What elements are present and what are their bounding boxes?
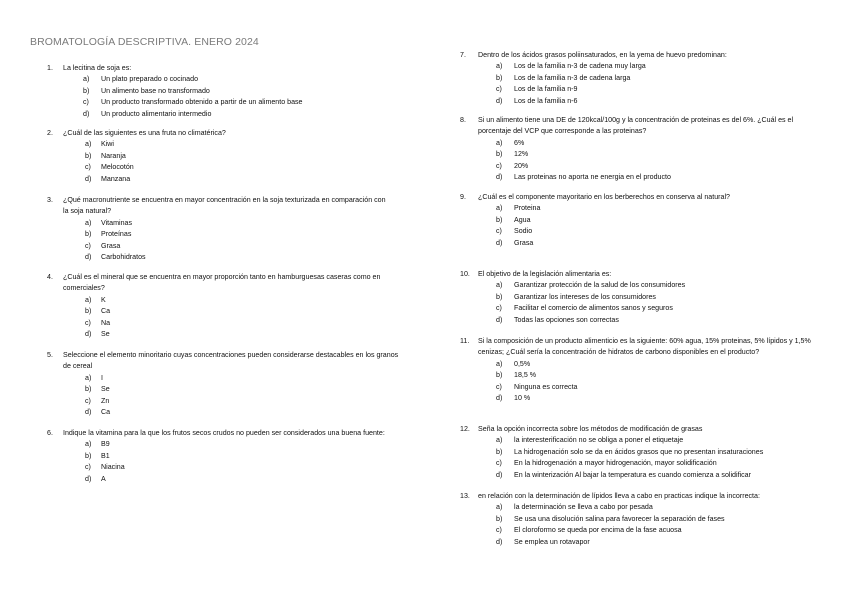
option-letter: a) bbox=[496, 359, 503, 368]
answer-option bbox=[85, 229, 387, 240]
option-letter: d) bbox=[496, 96, 503, 105]
question-text: Seleccione el elemento minoritario cuyas concentraciones pueden considerarse destacables en los granos de cereal bbox=[63, 351, 399, 371]
option-text: Los de la familia n-3 de cadena larga bbox=[514, 73, 631, 82]
option-letter: d) bbox=[85, 474, 92, 483]
option-text: Las proteinas no aporta ne energia en el producto bbox=[514, 173, 671, 182]
option-text: la determinación se lleva a cabo por pesada bbox=[514, 503, 653, 512]
answer-option bbox=[496, 393, 822, 404]
answer-option bbox=[85, 252, 387, 263]
answer-option bbox=[496, 226, 830, 237]
option-letter: d) bbox=[496, 470, 503, 479]
option-text: Un producto alimentario intermedio bbox=[101, 109, 212, 118]
option-text: Vitaminas bbox=[101, 218, 133, 227]
answer-option bbox=[496, 238, 830, 249]
option-letter: b) bbox=[83, 86, 90, 95]
option-letter: b) bbox=[85, 230, 92, 239]
option-letter: d) bbox=[85, 253, 92, 262]
option-text: 18,5 % bbox=[514, 371, 537, 380]
question-2 bbox=[47, 128, 397, 185]
option-letter: a) bbox=[496, 503, 503, 512]
option-text: Garantizar protección de la salud de los consumidores bbox=[514, 281, 686, 290]
question-text: Dentro de los ácidos grasos poliinsaturados, en la yema de huevo predominan: bbox=[478, 51, 727, 59]
option-text: Niacina bbox=[101, 463, 125, 472]
answer-option bbox=[85, 174, 397, 185]
answer-option bbox=[496, 149, 822, 160]
question-13 bbox=[460, 491, 835, 548]
answer-option bbox=[496, 96, 830, 107]
answer-option bbox=[496, 470, 835, 481]
option-text: K bbox=[101, 295, 106, 304]
option-letter: c) bbox=[496, 382, 502, 391]
answer-option bbox=[496, 303, 830, 314]
option-letter: a) bbox=[85, 295, 92, 304]
option-text: En la hidrogenación a mayor hidrogenación, mayor solidificación bbox=[514, 459, 717, 468]
question-text: El objetivo de la legislación alimentaria es: bbox=[478, 270, 612, 278]
answer-option bbox=[496, 458, 835, 469]
option-letter: b) bbox=[496, 371, 503, 380]
option-letter: c) bbox=[85, 241, 91, 250]
option-text: Na bbox=[101, 318, 111, 327]
option-letter: c) bbox=[85, 318, 91, 327]
answer-option bbox=[85, 318, 387, 329]
option-text: Melocotón bbox=[101, 163, 134, 172]
answer-option bbox=[496, 525, 835, 536]
answer-option bbox=[83, 74, 397, 85]
answer-option bbox=[496, 514, 835, 525]
option-text: Grasa bbox=[101, 241, 121, 250]
option-text: Proteina bbox=[514, 204, 541, 213]
option-text: la interesterificación no se obliga a poner el etiquetaje bbox=[514, 436, 684, 445]
answer-option bbox=[85, 384, 407, 395]
option-letter: c) bbox=[496, 161, 502, 170]
option-letter: b) bbox=[85, 151, 92, 160]
answer-option bbox=[83, 109, 397, 120]
question-number: 12. bbox=[460, 425, 470, 433]
option-text: Kiwi bbox=[101, 140, 115, 149]
option-letter: b) bbox=[496, 215, 503, 224]
option-text: 0,5% bbox=[514, 359, 531, 368]
question-text: Seña la opción incorrecta sobre los métodos de modificación de grasas bbox=[478, 425, 703, 433]
option-letter: c) bbox=[85, 463, 91, 472]
option-letter: c) bbox=[496, 459, 502, 468]
option-text: 20% bbox=[514, 161, 529, 170]
option-letter: c) bbox=[83, 98, 89, 107]
answer-option bbox=[85, 218, 387, 229]
answer-option bbox=[83, 97, 397, 108]
answer-option bbox=[85, 295, 387, 306]
question-text: Si un alimento tiene una DE de 120kcal/100g y la concentración de proteinas es del 6%. ¿Cuál es el porcentaje del VCP que corresponde a las proteinas? bbox=[478, 116, 794, 136]
option-letter: a) bbox=[496, 138, 503, 147]
option-text: El cloroformo se queda por encima de la fase acuosa bbox=[514, 526, 682, 535]
question-number: 2. bbox=[47, 129, 53, 137]
option-text: Ca bbox=[101, 307, 111, 316]
option-text: Agua bbox=[514, 215, 531, 224]
answer-option bbox=[83, 86, 397, 97]
question-text: ¿Cuál es el componente mayoritario en los berberechos en conserva al natural? bbox=[478, 193, 730, 201]
question-number: 9. bbox=[460, 193, 466, 201]
option-letter: c) bbox=[496, 85, 502, 94]
answer-option bbox=[85, 451, 387, 462]
question-text: Si la composición de un producto alimenticio es la siguiente: 60% agua, 15% proteinas, 5% lípidos y 1,5% cenizas; ¿Cuál sería la concentración de hidratos de carbono disponibles en el producto? bbox=[478, 337, 811, 357]
option-text: B9 bbox=[101, 440, 110, 449]
option-letter: b) bbox=[496, 292, 503, 301]
question-11 bbox=[460, 336, 822, 404]
option-letter: a) bbox=[83, 75, 90, 84]
answer-option bbox=[496, 203, 830, 214]
answer-option bbox=[496, 382, 822, 393]
question-number: 3. bbox=[47, 196, 53, 204]
option-letter: c) bbox=[85, 396, 91, 405]
answer-option bbox=[85, 139, 397, 150]
option-letter: b) bbox=[85, 307, 92, 316]
option-letter: b) bbox=[85, 451, 92, 460]
answer-option bbox=[496, 84, 830, 95]
question-5 bbox=[47, 350, 407, 418]
answer-option bbox=[496, 537, 835, 548]
answer-option bbox=[85, 329, 387, 340]
option-text: La hidrogenación solo se da en ácidos grasos que no presentan insaturaciones bbox=[514, 447, 764, 456]
option-text: Se bbox=[101, 330, 110, 339]
option-text: Manzana bbox=[101, 174, 131, 183]
question-number: 4. bbox=[47, 273, 53, 281]
answer-option bbox=[85, 462, 387, 473]
question-number: 8. bbox=[460, 116, 466, 124]
question-number: 1. bbox=[47, 64, 53, 72]
option-letter: a) bbox=[85, 140, 92, 149]
option-letter: c) bbox=[85, 163, 91, 172]
option-letter: d) bbox=[496, 238, 503, 247]
option-text: 6% bbox=[514, 138, 525, 147]
option-letter: a) bbox=[85, 440, 92, 449]
option-letter: b) bbox=[496, 514, 503, 523]
option-text: Se usa una disolución salina para favorecer la separación de fases bbox=[514, 514, 725, 523]
option-letter: d) bbox=[496, 537, 503, 546]
question-text: ¿Cuál de las siguientes es una fruta no climatérica? bbox=[63, 129, 226, 137]
question-number: 11. bbox=[460, 337, 470, 345]
question-text: ¿Qué macronutriente se encuentra en mayor concentración en la soja texturizada en comparación con la soja natural? bbox=[63, 196, 386, 216]
answer-option bbox=[496, 315, 830, 326]
option-text: B1 bbox=[101, 451, 110, 460]
option-letter: b) bbox=[85, 385, 92, 394]
option-text: Naranja bbox=[101, 151, 126, 160]
question-3 bbox=[47, 195, 387, 263]
question-6 bbox=[47, 428, 387, 485]
option-letter: d) bbox=[496, 173, 503, 182]
option-text: Un alimento base no transformado bbox=[101, 86, 210, 95]
answer-option bbox=[85, 396, 407, 407]
answer-option bbox=[496, 292, 830, 303]
question-10 bbox=[460, 269, 830, 326]
option-letter: a) bbox=[85, 218, 92, 227]
option-letter: a) bbox=[496, 436, 503, 445]
option-letter: d) bbox=[83, 109, 90, 118]
answer-option bbox=[85, 306, 387, 317]
answer-option bbox=[496, 359, 822, 370]
question-text: ¿Cuál es el mineral que se encuentra en mayor proporción tanto en hamburguesas caseras como en comerciales? bbox=[63, 273, 381, 293]
question-9 bbox=[460, 192, 830, 249]
option-text: Se emplea un rotavapor bbox=[514, 537, 590, 546]
option-text: I bbox=[101, 373, 103, 382]
question-text: en relación con la determinación de lípidos lleva a cabo en practicas indique la incorrecta: bbox=[478, 492, 760, 500]
question-4 bbox=[47, 272, 387, 340]
answer-option bbox=[85, 439, 387, 450]
answer-option bbox=[85, 151, 397, 162]
option-text: Garantizar los intereses de los consumidores bbox=[514, 292, 656, 301]
question-8 bbox=[460, 115, 822, 183]
option-letter: d) bbox=[496, 315, 503, 324]
option-text: 10 % bbox=[514, 394, 531, 403]
option-text: Sodio bbox=[514, 227, 533, 236]
option-text: Grasa bbox=[514, 238, 534, 247]
document-title: BROMATOLOGÍA DESCRIPTIVA. ENERO 2024 bbox=[30, 36, 259, 48]
option-text: Se bbox=[101, 385, 110, 394]
question-number: 6. bbox=[47, 429, 53, 437]
answer-option bbox=[496, 161, 822, 172]
option-text: Carbohidratos bbox=[101, 253, 146, 262]
question-7 bbox=[460, 50, 830, 107]
option-letter: d) bbox=[85, 408, 92, 417]
answer-option bbox=[496, 172, 822, 183]
answer-option bbox=[496, 280, 830, 291]
option-letter: b) bbox=[496, 73, 503, 82]
answer-option bbox=[496, 370, 822, 381]
answer-option bbox=[496, 61, 830, 72]
option-text: Un plato preparado o cocinado bbox=[101, 75, 199, 84]
answer-option bbox=[85, 241, 387, 252]
option-letter: a) bbox=[85, 373, 92, 382]
question-number: 5. bbox=[47, 351, 53, 359]
question-number: 10. bbox=[460, 270, 470, 278]
option-text: Los de la familia n-6 bbox=[514, 96, 578, 105]
question-number: 13. bbox=[460, 492, 470, 500]
question-number: 7. bbox=[460, 51, 466, 59]
answer-option bbox=[85, 474, 387, 485]
option-text: 12% bbox=[514, 150, 529, 159]
question-12 bbox=[460, 424, 835, 481]
option-letter: b) bbox=[496, 447, 503, 456]
answer-option bbox=[496, 215, 830, 226]
option-text: Proteínas bbox=[101, 230, 132, 239]
option-letter: d) bbox=[496, 394, 503, 403]
question-1 bbox=[47, 63, 397, 120]
option-letter: c) bbox=[496, 227, 502, 236]
answer-option bbox=[496, 73, 830, 84]
option-letter: b) bbox=[496, 150, 503, 159]
question-text: La lecitina de soja es: bbox=[63, 64, 132, 72]
answer-option bbox=[85, 407, 407, 418]
answer-option bbox=[85, 162, 397, 173]
option-letter: a) bbox=[496, 62, 503, 71]
question-text: Indique la vitamina para la que los frutos secos crudos no pueden ser considerados una buena fuente: bbox=[63, 429, 385, 437]
answer-option bbox=[496, 435, 835, 446]
answer-option bbox=[496, 138, 822, 149]
option-text: Ninguna es correcta bbox=[514, 382, 578, 391]
option-letter: c) bbox=[496, 526, 502, 535]
option-text: Un producto transformado obtenido a partir de un alimento base bbox=[101, 98, 303, 107]
option-letter: d) bbox=[85, 330, 92, 339]
option-text: Ca bbox=[101, 408, 111, 417]
option-text: Facilitar el comercio de alimentos sanos y seguros bbox=[514, 304, 673, 313]
option-text: Los de la familia n-3 de cadena muy larga bbox=[514, 62, 646, 71]
answer-option bbox=[496, 447, 835, 458]
option-text: A bbox=[101, 474, 106, 483]
option-letter: d) bbox=[85, 174, 92, 183]
option-text: Todas las opciones son correctas bbox=[514, 315, 619, 324]
option-letter: a) bbox=[496, 281, 503, 290]
option-letter: c) bbox=[496, 304, 502, 313]
option-text: Los de la familia n-9 bbox=[514, 85, 578, 94]
option-text: Zn bbox=[101, 396, 110, 405]
option-text: En la winterización Al bajar la temperatura es cuando comienza a solidificar bbox=[514, 470, 751, 479]
option-letter: a) bbox=[496, 204, 503, 213]
answer-option bbox=[85, 373, 407, 384]
answer-option bbox=[496, 502, 835, 513]
